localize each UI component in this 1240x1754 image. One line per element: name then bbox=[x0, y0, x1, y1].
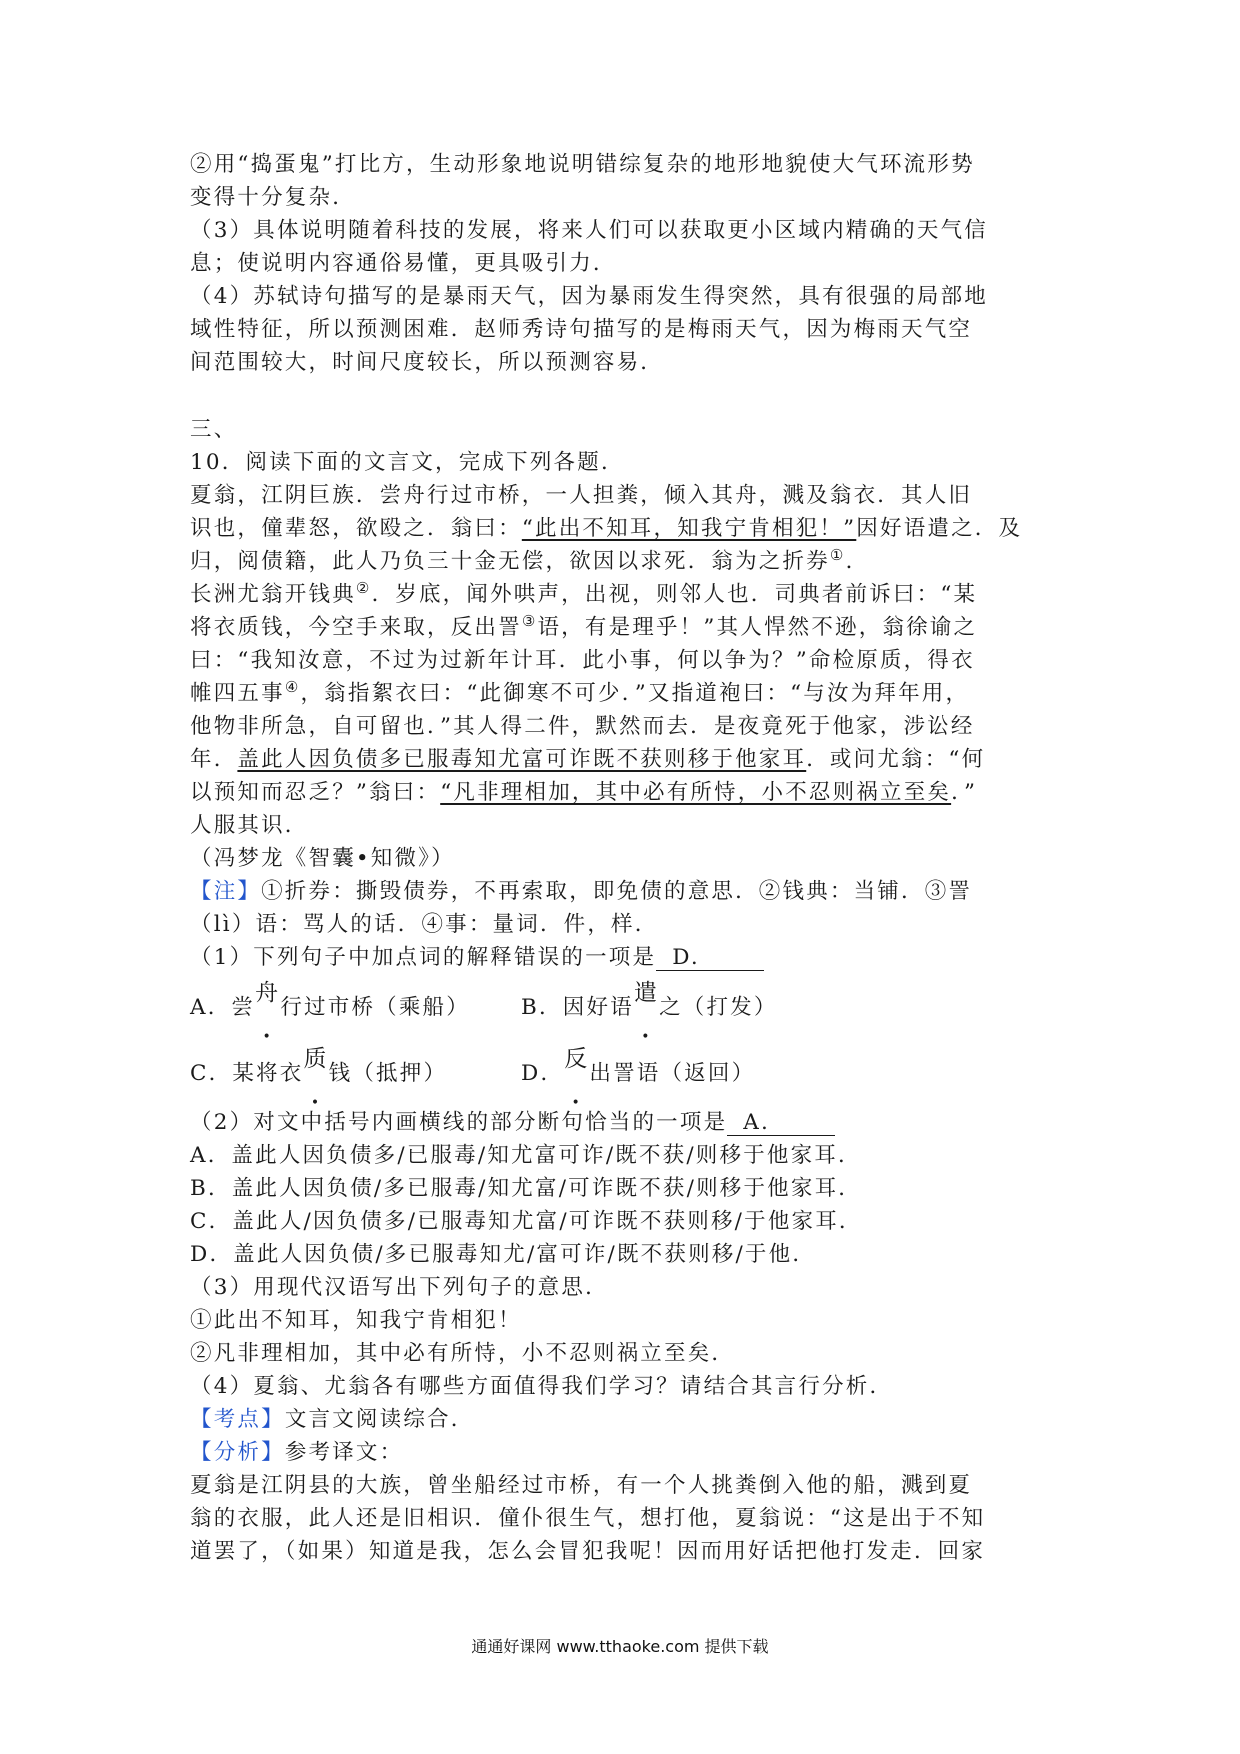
notes-line: （lì）语：骂人的话．④事：量词．件，样． bbox=[190, 912, 659, 937]
translation-line: 翁的衣服，此人还是旧相识．僮仆很生气，想打他，夏翁说：“这是出于不知 bbox=[190, 1506, 986, 1531]
translation-line: 夏翁是江阴县的大族，曾坐船经过市桥，有一个人挑粪倒入他的船，溅到夏 bbox=[190, 1473, 973, 1498]
answer-blank: A. bbox=[727, 1111, 835, 1136]
underlined-sentence: “凡非理相加，其中必有所恃，小不忍则祸立至矣 bbox=[440, 780, 952, 805]
page-footer: 通通好课网 www.tthaoke.com 提供下载 bbox=[471, 1637, 769, 1656]
section-heading: 三、 bbox=[190, 417, 238, 442]
answer-blank: D. bbox=[656, 946, 764, 971]
question-item: ②凡非理相加，其中必有所恃，小不忍则祸立至矣． bbox=[190, 1341, 736, 1366]
passage-line: 人服其识． bbox=[190, 813, 309, 838]
passage-line: 年．盖此人因负债多已服毒知尤富可诈既不获则移于他家耳．或问尤翁：“何 bbox=[190, 747, 986, 772]
text-line: 息；使说明内容通俗易懂，更具吸引力． bbox=[190, 251, 617, 276]
option-line: B．盖此人因负债/多已服毒/知尤富/可诈既不获/则移于他家耳． bbox=[190, 1176, 862, 1201]
translation-line: 道罢了，（如果）知道是我，怎么会冒犯我呢！因而用好话把他打发走．回家 bbox=[190, 1539, 986, 1564]
dotted-word: 舟 bbox=[255, 980, 281, 1006]
option-line: A．盖此人因负债多/已服毒/知尤富可诈/既不获/则移于他家耳． bbox=[190, 1143, 862, 1168]
fenxi-label: 【分析】 bbox=[190, 1440, 285, 1465]
question-item: ①此出不知耳，知我宁肯相犯！ bbox=[190, 1308, 522, 1333]
option-b: B．因好语遣之（打发） bbox=[521, 974, 843, 1041]
question-stem: （1）下列句子中加点词的解释错误的一项是 D. bbox=[190, 941, 1050, 974]
text-line: 域性特征，所以预测困难．赵师秀诗句描写的是梅雨天气，因为梅雨天气空 bbox=[190, 317, 973, 342]
note-marker: ③ bbox=[521, 612, 538, 630]
option-c: C．某将衣质钱（抵押） bbox=[190, 1040, 512, 1107]
underlined-sentence: “此出不知耳，知我宁肯相犯！” bbox=[521, 516, 857, 541]
note-marker: ④ bbox=[284, 678, 301, 696]
notes-line: 【注】①折券：撕毁债券，不再索取，即免债的意思．②钱典：当铺．③詈 bbox=[190, 879, 973, 904]
source-citation: （冯梦龙《智囊•知微》） bbox=[190, 846, 455, 871]
passage-line: 以预知而忍乏？”翁曰：“凡非理相加，其中必有所恃，小不忍则祸立至矣．” bbox=[190, 780, 978, 805]
passage-line: 他物非所急，自可留也．”其人得二件，默然而去．是夜竟死于他家，涉讼经 bbox=[190, 714, 975, 739]
question-stem: （2）对文中括号内画横线的部分断句恰当的一项是 A. bbox=[190, 1106, 1050, 1139]
question-title: 10．阅读下面的文言文，完成下列各题． bbox=[190, 450, 625, 475]
option-a: A．尝舟行过市桥（乘船） bbox=[190, 974, 512, 1041]
question-stem: （3）用现代汉语写出下列句子的意思． bbox=[190, 1275, 609, 1300]
question-stem: （4）夏翁、尤翁各有哪些方面值得我们学习？请结合其言行分析． bbox=[190, 1374, 894, 1399]
text-line: 间范围较大，时间尺度较长，所以预测容易． bbox=[190, 350, 665, 375]
passage-line: 长洲尤翁开钱典②．岁底，闻外哄声，出视，则邻人也．司典者前诉曰：“某 bbox=[190, 579, 978, 607]
option-line: D．盖此人因负债/多已服毒知尤/富可诈/既不获则移/于他． bbox=[190, 1242, 817, 1267]
dotted-word: 质 bbox=[303, 1046, 329, 1072]
passage-line: 曰：“我知汝意，不过为过新年计耳．此小事，何以争为？”命检原质，得衣 bbox=[190, 648, 975, 673]
text-line: （4）苏轼诗句描写的是暴雨天气，因为暴雨发生得突然，具有很强的局部地 bbox=[190, 284, 988, 309]
dotted-word: 遣 bbox=[633, 980, 660, 1006]
passage-line: 夏翁，江阴巨族．尝舟行过市桥，一人担粪，倾入其舟，溅及翁衣．其人旧 bbox=[190, 483, 973, 508]
option-d: D．反出詈语（返回） bbox=[521, 1040, 843, 1107]
dotted-word: 反 bbox=[564, 1046, 590, 1072]
passage-line: 识也，僮辈怒，欲殴之．翁曰：“此出不知耳，知我宁肯相犯！”因好语遣之．及 bbox=[190, 516, 1023, 541]
text-line: （3）具体说明随着科技的发展，将来人们可以获取更小区域内精确的天气信 bbox=[190, 218, 988, 243]
note-marker: ① bbox=[829, 546, 846, 564]
kaodian-line: 【考点】文言文阅读综合． bbox=[190, 1407, 475, 1432]
passage-line: 帷四五事④，翁指絮衣曰：“此御寒不可少．”又指道袍曰：“与汝为拜年用， bbox=[190, 678, 970, 706]
document-page bbox=[190, 148, 1050, 1568]
fenxi-line: 【分析】参考译文： bbox=[190, 1440, 404, 1465]
note-marker: ② bbox=[355, 579, 372, 597]
passage-line: 将衣质钱，今空手来取，反出詈③语，有是理乎！”其人悍然不逊，翁徐谕之 bbox=[190, 612, 978, 640]
text-line: 变得十分复杂． bbox=[190, 185, 356, 210]
text-line: ②用“捣蛋鬼”打比方，生动形象地说明错综复杂的地形地貌使大气环流形势 bbox=[190, 152, 975, 177]
kaodian-label: 【考点】 bbox=[190, 1407, 285, 1432]
option-row bbox=[190, 1040, 1050, 1106]
option-line: C．盖此人/因负债多/已服毒知尤富/可诈既不获则移/于他家耳． bbox=[190, 1209, 863, 1234]
notes-label: 【注】 bbox=[190, 879, 262, 904]
underlined-sentence: 盖此人因负债多已服毒知尤富可诈既不获则移于他家耳 bbox=[237, 747, 807, 772]
passage-line: 归，阅债籍，此人乃负三十金无偿，欲因以求死．翁为之折券①． bbox=[190, 546, 870, 574]
